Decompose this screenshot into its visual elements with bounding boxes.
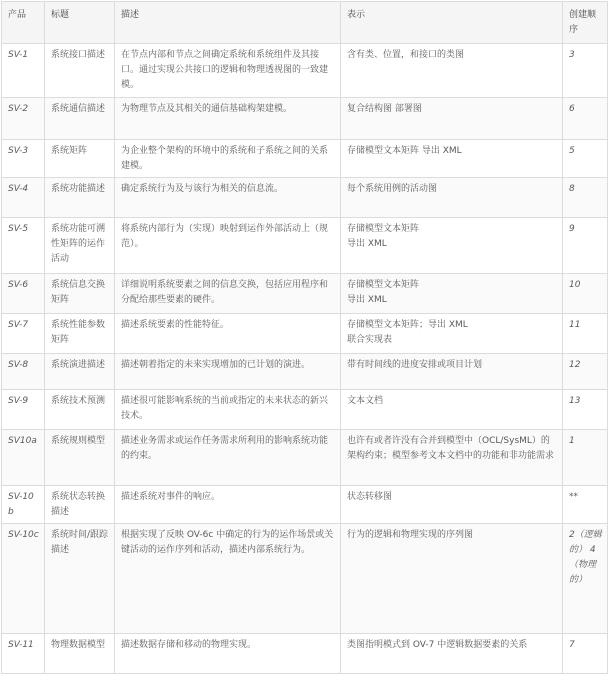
cell-representation: 带有时间线的进度安排或项目计划 [341,354,563,390]
table-row [2,314,608,354]
cell-title: 系统技术预测 [45,390,115,430]
cell-product-code: SV-8 [2,354,45,390]
cell-representation: 类图指明模式到 OV-7 中逻辑数据要素的关系 [341,634,563,674]
cell-representation: 每个系统用例的活动图 [341,178,563,218]
cell-description: 在节点内部和节点之间确定系统和系统组件及其接口。通过实现公共接口的逻辑和物理透视图的一致建模。 [115,44,341,98]
cell-product-code: SV-2 [2,98,45,140]
cell-product-code: SV-1 [2,44,45,98]
cell-product-code: SV-10b [2,486,45,524]
cell-product-code: SV-3 [2,140,45,178]
cell-creation-order: 8 [563,178,608,218]
cell-product-code: SV-10c [2,524,45,634]
cell-title: 系统演进描述 [45,354,115,390]
cell-creation-order: 6 [563,98,608,140]
cell-creation-order: 11 [563,314,608,354]
cell-representation: 文本文档 [341,390,563,430]
cell-product-code: SV-4 [2,178,45,218]
cell-description: 描述系统要素的性能特征。 [115,314,341,354]
cell-title: 系统通信描述 [45,98,115,140]
cell-creation-order: 12 [563,354,608,390]
cell-representation: 存储模型文本矩阵；导出 XML 联合实现表 [341,314,563,354]
cell-description: 为物理节点及其相关的通信基础构架建模。 [115,98,341,140]
product-table-container [1,1,607,674]
cell-product-code: SV-9 [2,390,45,430]
cell-creation-order: 10 [563,274,608,314]
cell-product-code: SV-7 [2,314,45,354]
cell-description: 为企业整个架构的环境中的系统和子系统之间的关系建模。 [115,140,341,178]
cell-representation: 行为的逻辑和物理实现的序列图 [341,524,563,634]
table-row [2,634,608,674]
header-description: 描述 [115,2,341,44]
table-row [2,430,608,486]
cell-title: 系统规则模型 [45,430,115,486]
cell-description: 将系统内部行为（实现）映射到运作外部活动上（规范）。 [115,218,341,274]
header-order: 创建顺序 [563,2,608,44]
cell-product-code: SV-6 [2,274,45,314]
cell-title: 系统状态转换描述 [45,486,115,524]
cell-product-code: SV10a [2,430,45,486]
cell-representation: 复合结构图 部署图 [341,98,563,140]
cell-title: 系统功能描述 [45,178,115,218]
cell-title: 系统矩阵 [45,140,115,178]
cell-product-code: SV-11 [2,634,45,674]
cell-representation: 含有类、位置，和接口的类图 [341,44,563,98]
cell-title: 系统性能参数矩阵 [45,314,115,354]
cell-creation-order: 5 [563,140,608,178]
cell-description: 描述业务需求或运作任务需求所利用的影响系统功能的约束。 [115,430,341,486]
cell-description: 确定系统行为及与该行为相关的信息流。 [115,178,341,218]
header-representation: 表示 [341,2,563,44]
cell-title: 系统接口描述 [45,44,115,98]
header-product: 产品 [2,2,45,44]
cell-description: 描述朝着指定的未来实现增加的已计划的演进。 [115,354,341,390]
table-row [2,178,608,218]
header-title: 标题 [45,2,115,44]
cell-description: 描述数据存储和移动的物理实现。 [115,634,341,674]
table-row [2,354,608,390]
cell-representation: 状态转移图 [341,486,563,524]
cell-title: 系统信息交换矩阵 [45,274,115,314]
table-row [2,218,608,274]
cell-representation: 存储模型文本矩阵 导出 XML [341,274,563,314]
cell-creation-order: 13 [563,390,608,430]
product-table [1,1,608,674]
cell-creation-order: 1 [563,430,608,486]
cell-creation-order: ** [563,486,608,524]
table-row [2,274,608,314]
cell-description: 详细说明系统要素之间的信息交换，包括应用程序和分配给那些要素的硬件。 [115,274,341,314]
cell-title: 系统功能可溯性矩阵的运作活动 [45,218,115,274]
cell-representation: 存储模型文本矩阵 导出 XML [341,140,563,178]
cell-representation: 存储模型文本矩阵 导出 XML [341,218,563,274]
table-header-row [2,2,608,44]
cell-creation-order: 9 [563,218,608,274]
cell-creation-order: 7 [563,634,608,674]
cell-description: 根据实现了反映 OV-6c 中确定的行为的运作场景或关键活动的运作序列和活动，描述内部系统行为。 [115,524,341,634]
cell-product-code: SV-5 [2,218,45,274]
cell-title: 物理数据模型 [45,634,115,674]
cell-title: 系统时间/跟踪描述 [45,524,115,634]
table-body [2,44,608,674]
table-row [2,140,608,178]
cell-creation-order: 3 [563,44,608,98]
table-row [2,524,608,634]
table-row [2,486,608,524]
table-row [2,390,608,430]
table-row [2,98,608,140]
table-row [2,44,608,98]
cell-representation: 也许有或者许没有合并到模型中（OCL/SysML）的架构约束；模型参考文本文档中的功能和非功能需求 [341,430,563,486]
cell-creation-order: 2（逻辑的） 4（物理的） [563,524,608,634]
cell-description: 描述系统对事件的响应。 [115,486,341,524]
cell-description: 描述很可能影响系统的当前或指定的未来状态的新兴技术。 [115,390,341,430]
